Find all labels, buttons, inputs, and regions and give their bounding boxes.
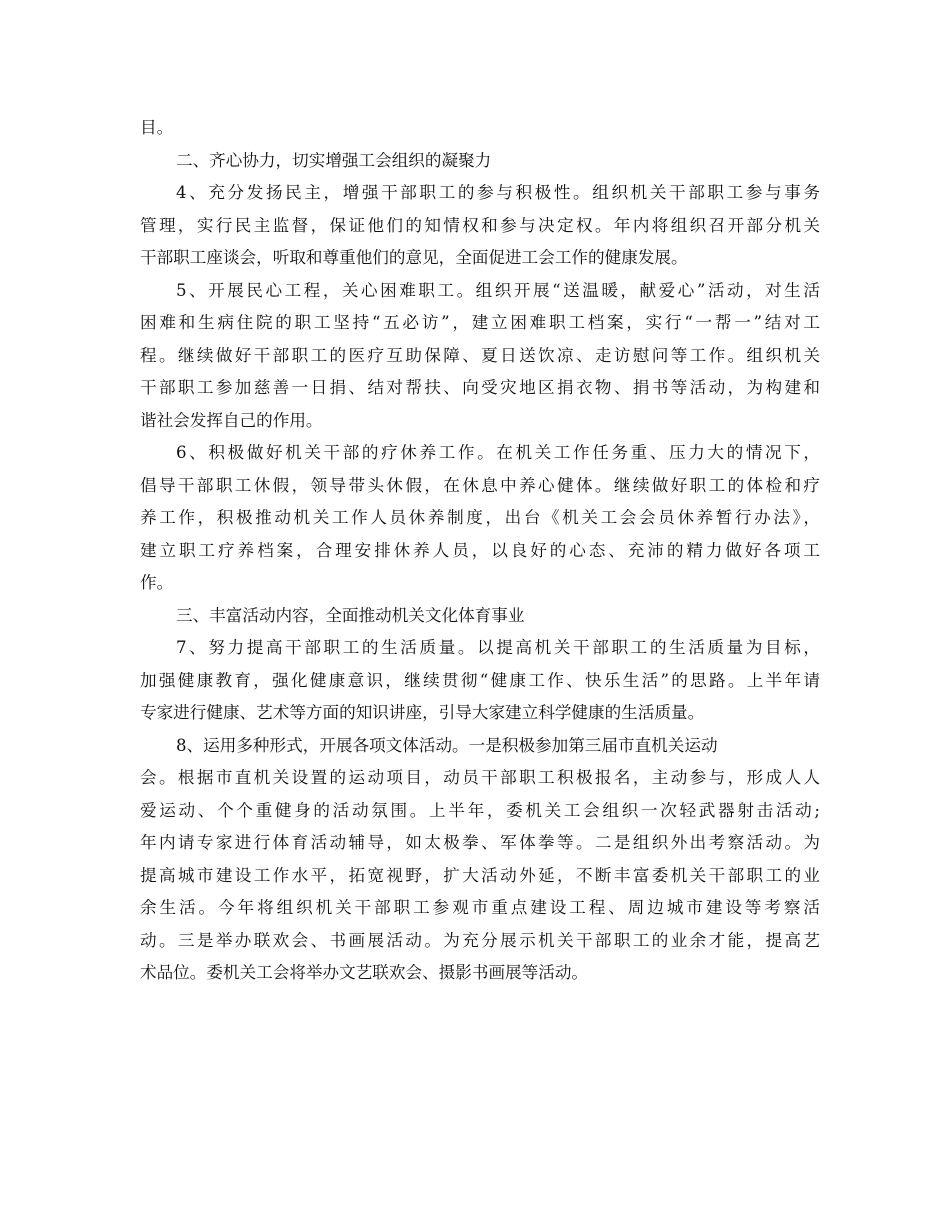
line-text: 建立职工疗养档案，合理安排休养人员，以良好的心态、充沛的精力做好各项工: [140, 540, 820, 560]
line-text: 谐社会发挥自己的作用。: [140, 410, 323, 430]
paragraph-8-line: [140, 860, 820, 893]
section-heading: [140, 145, 820, 178]
paragraph-6-line: [140, 437, 820, 470]
line-text: 会。根据市直机关设置的运动项目，动员干部职工积极报名，主动参与，形成人人: [140, 768, 820, 787]
line-text: 年内请专家进行体育活动辅导，如太极拳、军体拳等。二是组织外出考察活动。为: [140, 833, 820, 852]
line-text: 干部职工参加慈善一日捐、结对帮扶、向受灾地区捐衣物、捐书等活动，为构建和: [140, 378, 820, 397]
paragraph-6-line: [140, 535, 820, 568]
line-text: 养工作，积极推动机关工作人员休养制度，出台《机关工会会员休养暂行办法》，: [140, 508, 820, 527]
line-text: 4、充分发扬民主，增强干部职工的参与积极性。组织机关干部职工参与事务: [176, 183, 820, 202]
line-text: 5、开展民心工程，关心困难职工。组织开展“送温暖，献爱心”活动，对生活: [176, 280, 820, 300]
paragraph-4-line: [140, 210, 820, 243]
paragraph-8-line: [140, 827, 820, 860]
paragraph-7-line: [140, 665, 820, 698]
line-text: 程。继续做好干部职工的医疗互助保障、夏日送饮凉、走访慰问等工作。组织机关: [140, 345, 820, 365]
line-text: 6、积极做好机关干部的疗休养工作。在机关工作任务重、压力大的情况下，: [176, 443, 820, 462]
paragraph-5-line: [140, 405, 820, 438]
line-text: 余生活。今年将组织机关干部职工参观市重点建设工程、周边城市建设等考察活: [140, 898, 820, 917]
heading-text: 二、齐心协力，切实增强工会组织的凝聚力: [176, 150, 492, 170]
paragraph-8-line: [140, 925, 820, 958]
heading-text: 三、丰富活动内容，全面推动机关文化体育事业: [176, 605, 525, 625]
paragraph-5-line: [140, 340, 820, 373]
line-text: 8、运用多种形式，开展各项文体活动。一是积极参加第三届市直机关运动: [176, 735, 718, 755]
line-text: 困难和生病住院的职工坚持“五必访”，建立困难职工档案，实行“一帮一”结对工: [140, 313, 820, 332]
section-heading: [140, 600, 820, 633]
paragraph-6-line: [140, 502, 820, 535]
document-page: [140, 112, 820, 990]
paragraph-5-line: [140, 307, 820, 340]
paragraph-8-line: [140, 762, 820, 795]
paragraph-5-line: [140, 275, 820, 308]
paragraph-8-line: [140, 957, 820, 990]
paragraph-8-line: [140, 730, 820, 763]
line-text: 干部职工座谈会，听取和尊重他们的意见，全面促进工会工作的健康发展。: [140, 248, 688, 267]
line-text: 爱运动、个个重健身的活动氛围。上半年，委机关工会组织一次轻武器射击活动;: [140, 800, 820, 820]
paragraph-8-line: [140, 892, 820, 925]
paragraph-6-line: [140, 567, 820, 600]
line-text: 提高城市建设工作水平，拓宽视野，扩大活动外延，不断丰富委机关干部职工的业: [140, 865, 820, 885]
paragraph-4-line: [140, 177, 820, 210]
paragraph-7-line: [140, 697, 820, 730]
line-text: 专家进行健康、艺术等方面的知识讲座，引导大家建立科学健康的生活质量。: [140, 703, 705, 722]
paragraph-5-line: [140, 372, 820, 405]
line-text: 作。: [140, 573, 174, 592]
paragraph-8-line: [140, 795, 820, 828]
line-text: 术品位。委机关工会将举办文艺联欢会、摄影书画展等活动。: [140, 963, 589, 982]
line-text: 管理，实行民主监督，保证他们的知情权和参与决定权。年内将组织召开部分机关: [140, 215, 820, 235]
line-text: 倡导干部职工休假，领导带头休假，在休息中养心健体。继续做好职工的体检和疗: [140, 475, 820, 495]
paragraph-7-line: [140, 632, 820, 665]
line-text: 加强健康教育，强化健康意识，继续贯彻“健康工作、快乐生活”的思路。上半年请: [140, 670, 820, 690]
text-line: [140, 112, 820, 145]
line-text: 动。三是举办联欢会、书画展活动。为充分展示机关干部职工的业余才能，提高艺: [140, 930, 820, 950]
line-text: 目。: [140, 118, 174, 137]
paragraph-6-line: [140, 470, 820, 503]
paragraph-4-line: [140, 242, 820, 275]
line-text: 7、努力提高干部职工的生活质量。以提高机关干部职工的生活质量为目标，: [176, 638, 820, 657]
